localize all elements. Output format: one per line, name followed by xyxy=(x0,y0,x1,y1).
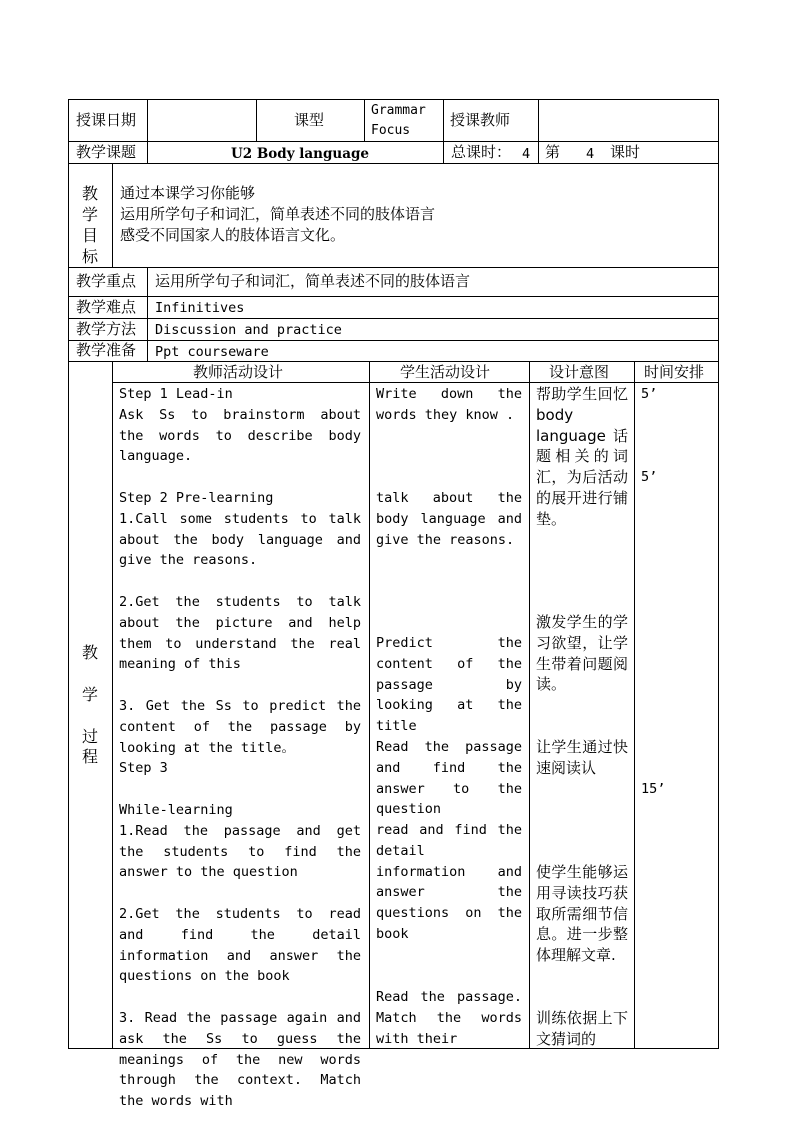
difficulty-value: Infinitives xyxy=(155,300,245,316)
row-divider xyxy=(68,163,719,164)
row-divider xyxy=(112,382,719,383)
col-divider xyxy=(147,141,148,163)
student-activity: talk about the body language and give the reasons. xyxy=(376,490,522,548)
col-divider xyxy=(538,99,539,163)
topic-label: 教学课题 xyxy=(76,143,137,161)
difficulty-label: 教学难点 xyxy=(76,298,137,316)
col-divider xyxy=(634,361,635,1049)
goals-label-char: 目 xyxy=(81,226,98,245)
key-points-label: 教学重点 xyxy=(76,272,137,290)
process-label-char: 程 xyxy=(81,747,98,766)
col-divider xyxy=(529,361,530,1049)
column-header-intent: 设计意图 xyxy=(549,363,610,381)
process-label-char: 过 xyxy=(81,727,98,746)
design-intent: 帮助学生回忆 body language话题相关的词汇，为后活动的展开进行铺垫。 xyxy=(536,385,628,528)
row-divider xyxy=(68,296,719,297)
total-hours-value: 4 xyxy=(522,146,531,162)
date-label: 授课日期 xyxy=(76,111,137,129)
prep-value: Ppt courseware xyxy=(155,344,269,360)
process-label-char: 教 xyxy=(81,643,98,662)
row-divider xyxy=(68,267,719,268)
lesson-suffix: 课时 xyxy=(610,143,641,161)
goal-line: 运用所学句子和词汇，简单表述不同的肢体语言 xyxy=(120,205,436,223)
type-value: Focus xyxy=(371,123,411,138)
student-activity: Predict the content of the passage by looking at the title xyxy=(376,635,522,735)
goals-label-char: 学 xyxy=(81,205,98,224)
prep-label: 教学准备 xyxy=(76,341,137,359)
column-header-time: 时间安排 xyxy=(644,363,705,381)
row-divider xyxy=(68,318,719,319)
method-label: 教学方法 xyxy=(76,320,137,338)
lesson-number: 4 xyxy=(586,146,595,162)
row-divider xyxy=(68,141,719,142)
teacher-activities: Step 1 Lead-in Ask Ss to brainstorm about the words to describe body language. Step 2 Pre-learning 1.Call some students to talk about the body language and give the reasons. 2.Get the students to talk about the picture and help them to understand the real meaning of this 3. Get the Ss to predict the content of the passage by looking at the title。 Step 3 While-learning 1.Read the passage and get the students to find the answer to the question 2.Get the students to read and find the detail information and answer the questions on the book 3. Read the passage again and ask the Ss to guess the meanings of the new words through the context. Match the words with xyxy=(119,386,361,1110)
process-label-char: 学 xyxy=(81,685,98,704)
design-intent: 激发学生的学习欲望，让学生带着问题阅读。 xyxy=(536,613,628,694)
student-activity: read and find the detail information and answer the questions on the book xyxy=(376,822,522,942)
col-divider xyxy=(443,99,444,163)
goals-label-char: 标 xyxy=(81,247,98,266)
teacher-label: 授课教师 xyxy=(450,111,511,129)
column-header-teacher: 教师活动设计 xyxy=(193,363,284,381)
time-allocation: 5’ xyxy=(641,469,658,485)
topic-title: U2 Body language xyxy=(231,146,369,162)
row-divider xyxy=(68,361,719,362)
design-intent: 训练依据上下文猜词的 xyxy=(536,1009,628,1048)
student-activity: Read the passage. Match the words with their xyxy=(376,989,522,1047)
goal-line: 感受不同国家人的肢体语言文化。 xyxy=(120,226,346,244)
time-allocation: 5’ xyxy=(641,386,658,402)
col-divider xyxy=(112,163,113,267)
design-intent: 使学生能够运用寻读技巧获取所需细节信息。进一步整体理解文章. xyxy=(536,863,628,965)
column-header-student: 学生活动设计 xyxy=(400,363,491,381)
col-divider xyxy=(369,361,370,1049)
type-value: Grammar xyxy=(371,103,426,118)
student-activity: Write down the words they know . xyxy=(376,386,522,423)
col-divider xyxy=(147,99,148,141)
col-divider xyxy=(147,267,148,361)
time-allocation: 15’ xyxy=(641,781,666,797)
total-hours-label: 总课时： xyxy=(451,143,512,161)
col-divider xyxy=(364,99,365,141)
goal-line: 通过本课学习你能够 xyxy=(120,184,256,202)
method-value: Discussion and practice xyxy=(155,322,342,338)
student-activity: Read the passage and find the answer to the question xyxy=(376,739,522,818)
row-divider xyxy=(68,340,719,341)
lesson-prefix: 第 xyxy=(545,143,561,161)
design-intent: 让学生通过快速阅读认 xyxy=(536,738,628,777)
type-label: 课型 xyxy=(294,111,325,129)
col-divider xyxy=(256,99,257,141)
goals-label-char: 教 xyxy=(81,184,98,203)
key-points-value: 运用所学句子和词汇，简单表述不同的肢体语言 xyxy=(155,272,471,290)
col-divider xyxy=(112,361,113,1049)
